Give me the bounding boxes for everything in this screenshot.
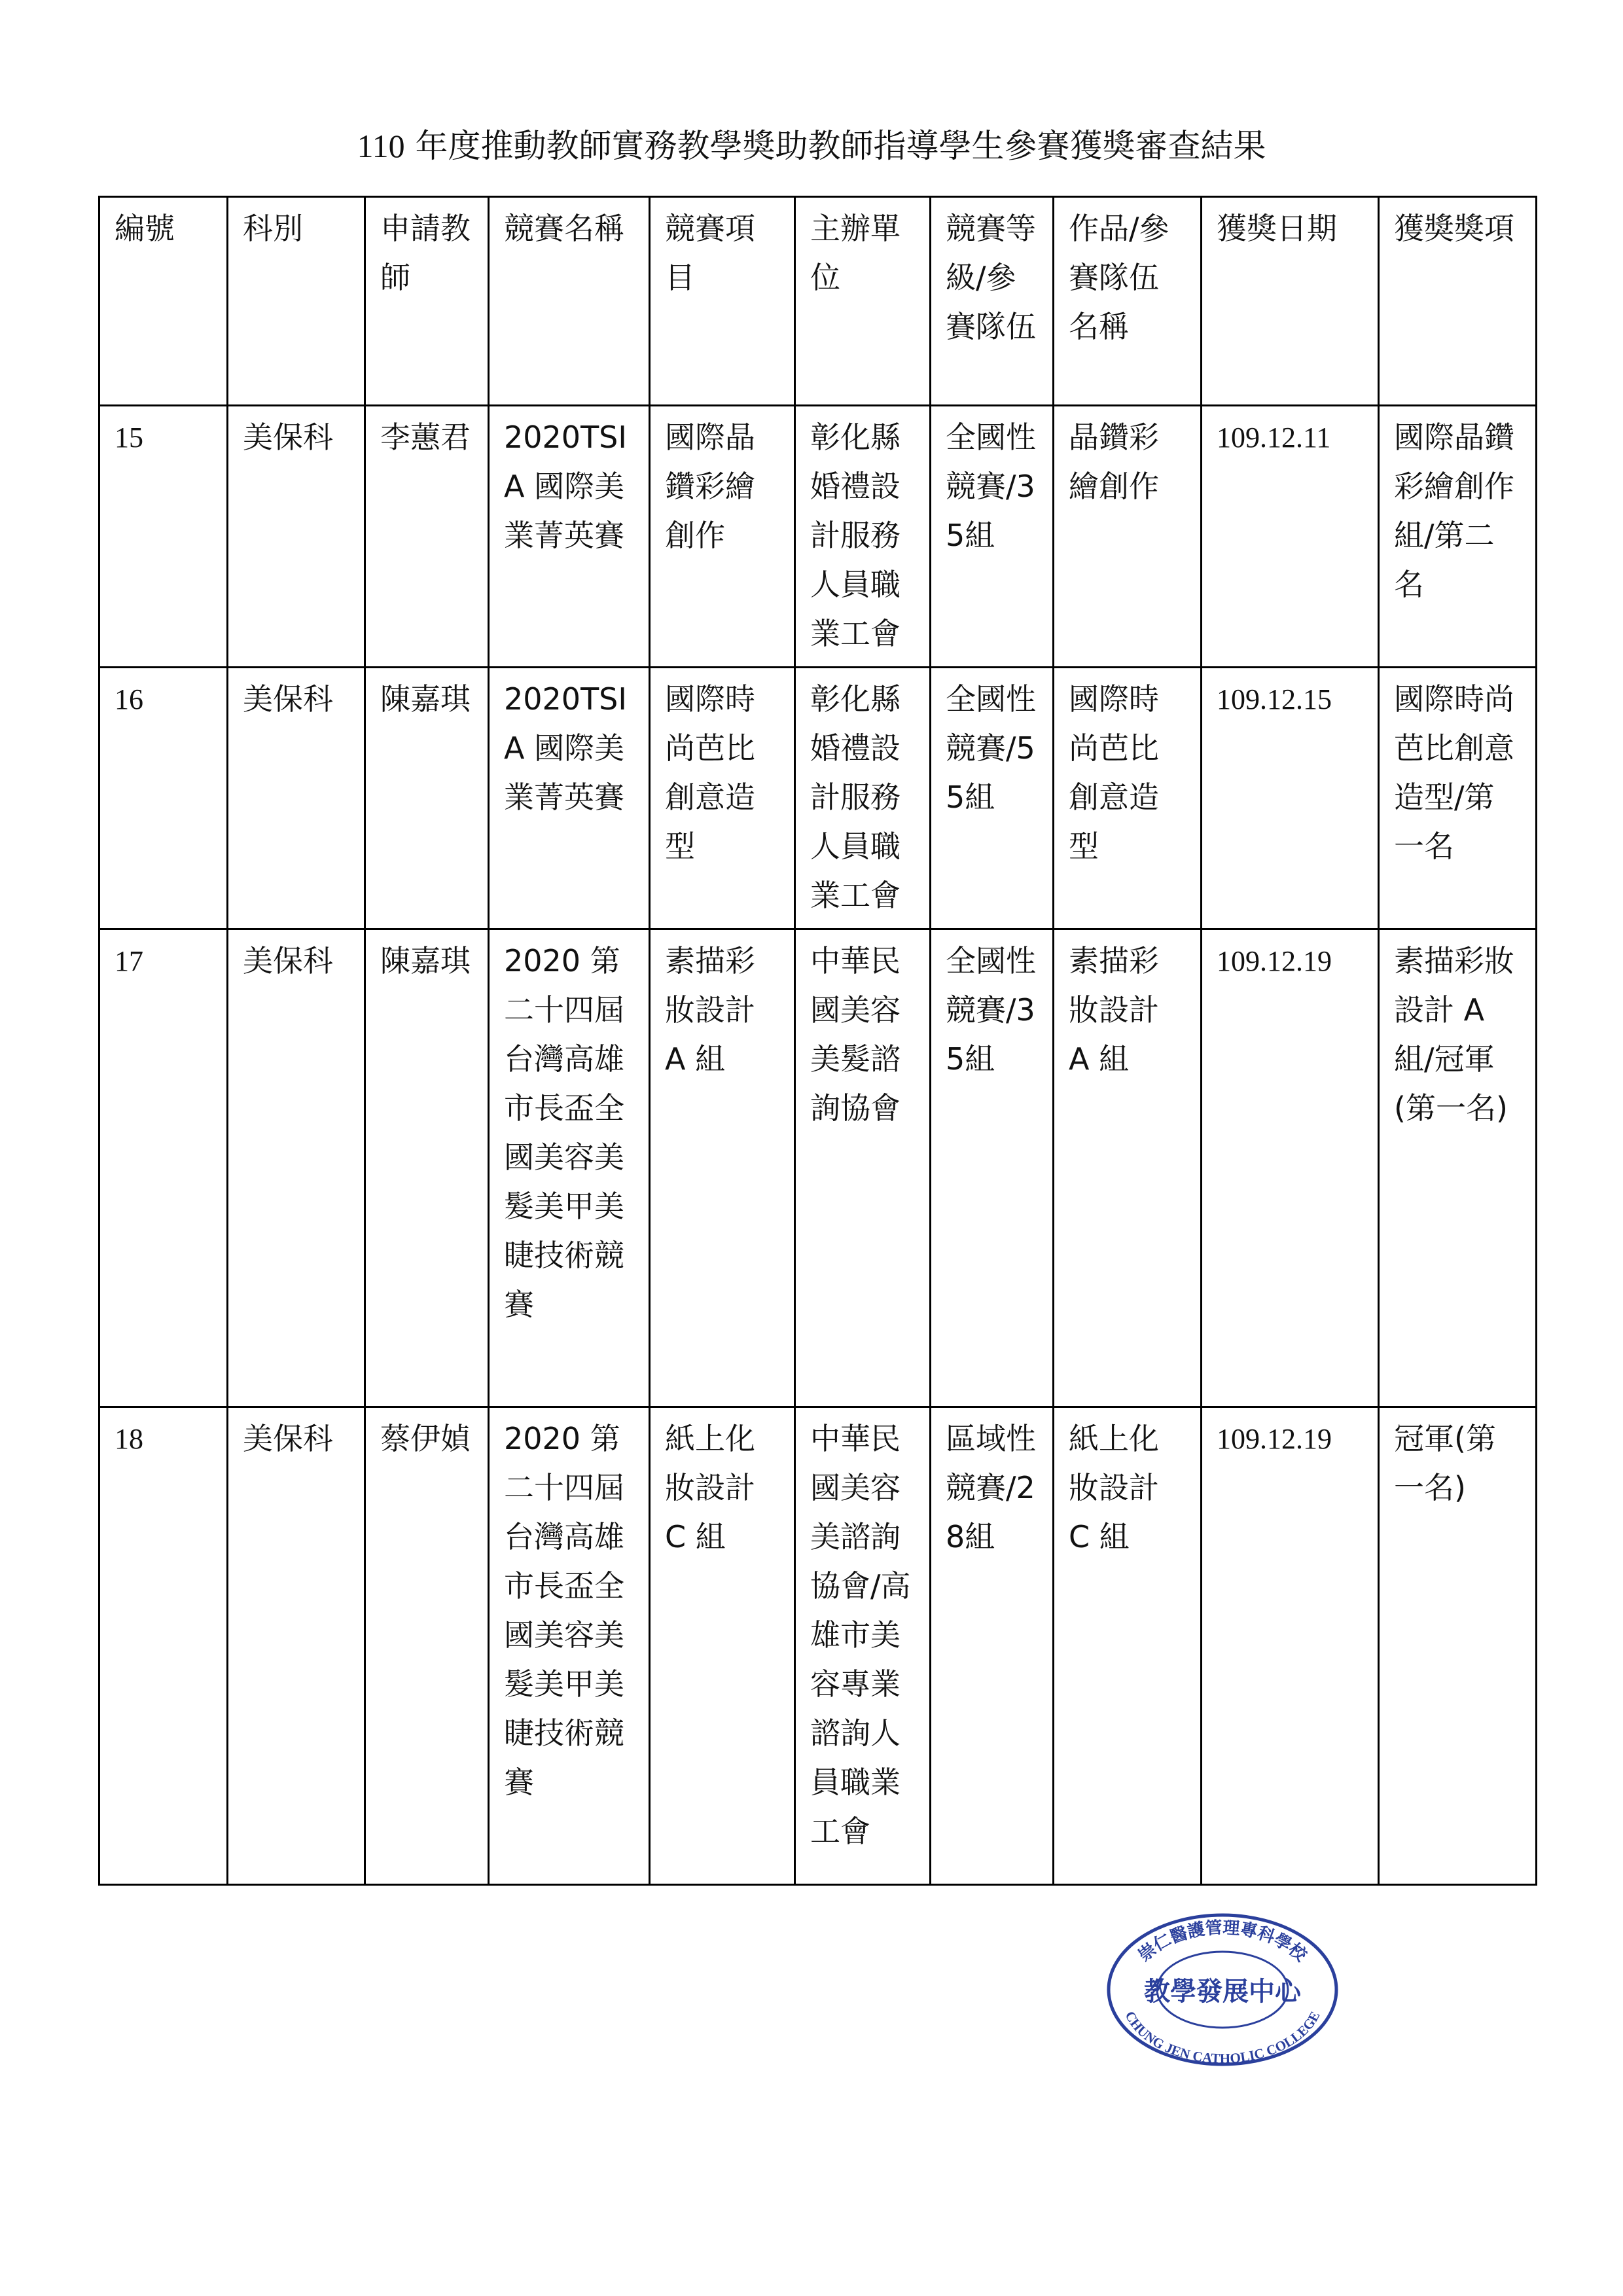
cell-contest: 2020 第二十四屆台灣高雄市長盃全國美容美髮美甲美睫技術競賽: [489, 929, 650, 1407]
seal-center-text: 教學發展中心: [1144, 1977, 1301, 2007]
cell-dept: 美保科: [228, 668, 365, 929]
cell-teacher: 陳嘉琪: [365, 668, 489, 929]
cell-date: 109.12.15: [1202, 668, 1379, 929]
table-row: [99, 668, 1537, 929]
cell-teacher: 蔡伊媜: [365, 1407, 489, 1885]
seal-bottom-text: CHUNG JEN CATHOLIC COLLEGE: [1122, 2008, 1323, 2067]
cell-date: 109.12.19: [1202, 929, 1379, 1407]
header-award: 獲獎獎項: [1379, 197, 1537, 406]
cell-level: 全國性競賽/35組: [931, 406, 1054, 668]
cell-dept: 美保科: [228, 929, 365, 1407]
cell-teacher: 李蕙君: [365, 406, 489, 668]
header-item: 競賽項目: [650, 197, 795, 406]
cell-level: 全國性競賽/35組: [931, 929, 1054, 1407]
cell-work: 紙上化妝設計 C 組: [1054, 1407, 1202, 1885]
table-row: [99, 406, 1537, 668]
cell-award: 國際晶鑽彩繪創作組/第二名: [1379, 406, 1537, 668]
cell-level: 全國性競賽/55組: [931, 668, 1054, 929]
header-dept: 科別: [228, 197, 365, 406]
header-row: [99, 197, 1537, 406]
cell-no: 15: [99, 406, 228, 668]
cell-work: 國際時尚芭比創意造型: [1054, 668, 1202, 929]
cell-organizer: 彰化縣婚禮設計服務人員職業工會: [795, 406, 931, 668]
cell-organizer: 彰化縣婚禮設計服務人員職業工會: [795, 668, 931, 929]
cell-item: 紙上化妝設計 C 組: [650, 1407, 795, 1885]
cell-item: 素描彩妝設計 A 組: [650, 929, 795, 1407]
cell-no: 17: [99, 929, 228, 1407]
cell-work: 素描彩妝設計 A 組: [1054, 929, 1202, 1407]
cell-date: 109.12.19: [1202, 1407, 1379, 1885]
cell-work: 晶鑽彩繪創作: [1054, 406, 1202, 668]
header-teacher: 申請教師: [365, 197, 489, 406]
cell-item: 國際晶鑽彩繪創作: [650, 406, 795, 668]
cell-organizer: 中華民國美容美髮諮詢協會: [795, 929, 931, 1407]
table-row: [99, 1407, 1537, 1885]
cell-contest: 2020 第二十四屆台灣高雄市長盃全國美容美髮美甲美睫技術競賽: [489, 1407, 650, 1885]
school-seal: [1105, 1911, 1340, 2068]
cell-contest: 2020TSIA 國際美業菁英賽: [489, 668, 650, 929]
header-contest: 競賽名稱: [489, 197, 650, 406]
cell-no: 16: [99, 668, 228, 929]
page-title: 110 年度推動教師實務教學獎助教師指導學生參賽獲獎審查結果: [357, 127, 1266, 165]
header-date: 獲獎日期: [1202, 197, 1379, 406]
cell-award: 國際時尚芭比創意造型/第一名: [1379, 668, 1537, 929]
header-no: 編號: [99, 197, 228, 406]
awards-table: [98, 196, 1537, 1886]
cell-dept: 美保科: [228, 1407, 365, 1885]
table-row: [99, 929, 1537, 1407]
seal-top-text: 崇仁醫護管理專科學校: [1134, 1918, 1311, 1966]
cell-level: 區域性競賽/28組: [931, 1407, 1054, 1885]
cell-award: 素描彩妝設計 A 組/冠軍(第一名): [1379, 929, 1537, 1407]
cell-dept: 美保科: [228, 406, 365, 668]
cell-item: 國際時尚芭比創意造型: [650, 668, 795, 929]
cell-date: 109.12.11: [1202, 406, 1379, 668]
header-work: 作品/參賽隊伍名稱: [1054, 197, 1202, 406]
cell-no: 18: [99, 1407, 228, 1885]
cell-organizer: 中華民國美容美諮詢協會/高雄市美容專業諮詢人員職業工會: [795, 1407, 931, 1885]
cell-award: 冠軍(第一名): [1379, 1407, 1537, 1885]
header-organizer: 主辦單位: [795, 197, 931, 406]
header-level: 競賽等級/參賽隊伍: [931, 197, 1054, 406]
cell-contest: 2020TSIA 國際美業菁英賽: [489, 406, 650, 668]
cell-teacher: 陳嘉琪: [365, 929, 489, 1407]
